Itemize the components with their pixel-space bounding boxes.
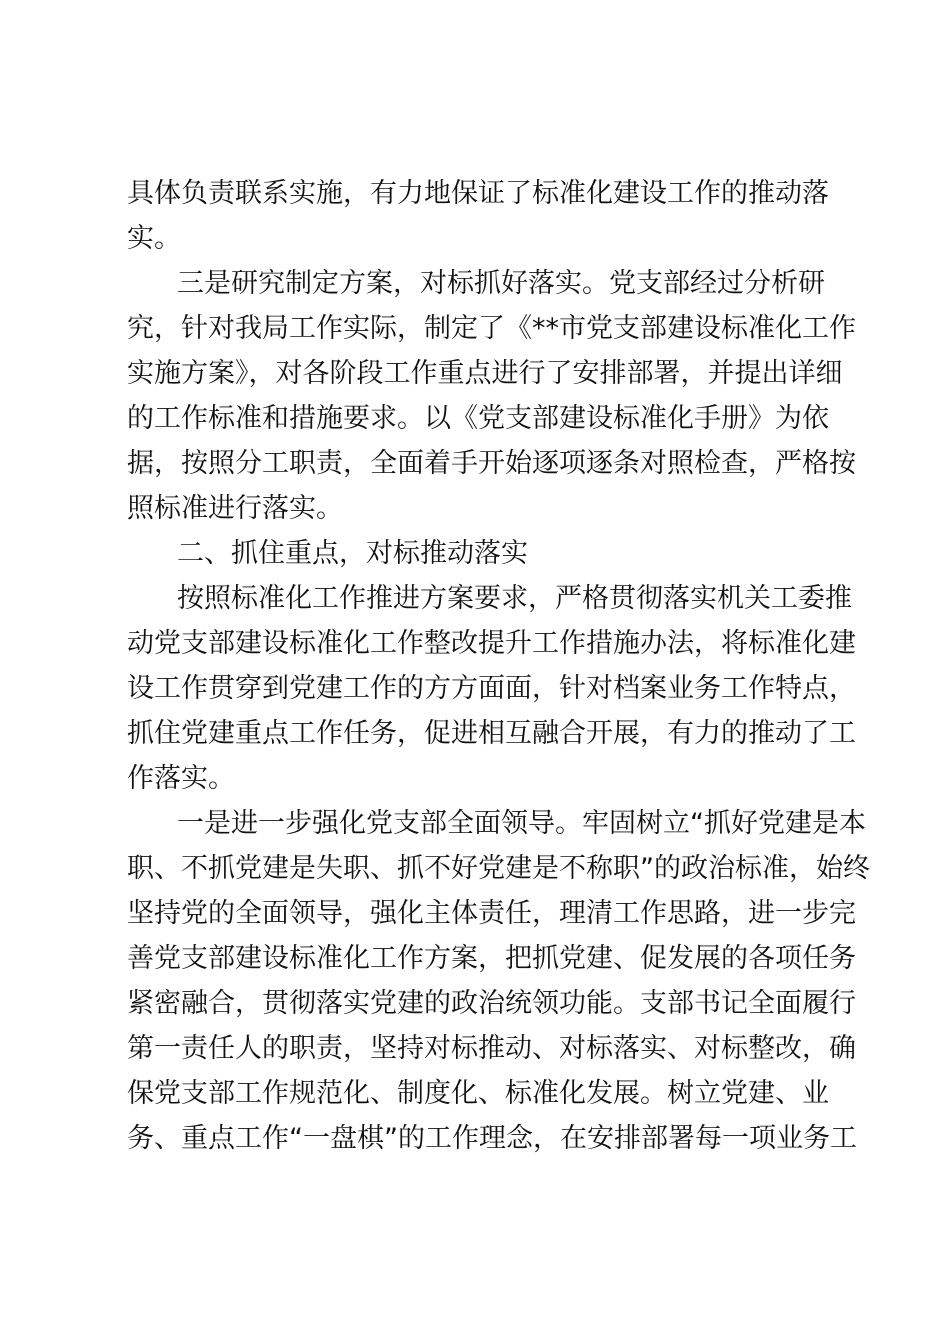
text-line: 设工作贯穿到党建工作的方方面面，针对档案业务工作特点， xyxy=(127,673,856,704)
section-heading: 二、抓住重点，对标推动落实 xyxy=(177,538,528,569)
paragraph-start-line: 三是研究制定方案，对标抓好落实。党支部经过分析研 xyxy=(177,268,825,299)
paragraph-start-line: 一是进一步强化党支部全面领导。牢固树立“抓好党建是本 xyxy=(177,808,866,839)
text-line: 照标准进行落实。 xyxy=(127,493,343,524)
text-line: 紧密融合，贯彻落实党建的政治统领功能。支部书记全面履行 xyxy=(127,988,856,1019)
text-line: 的工作标准和措施要求。以《党支部建设标准化手册》为依 xyxy=(127,403,829,434)
paragraph-start-line: 按照标准化工作推进方案要求，严格贯彻落实机关工委推 xyxy=(177,583,852,614)
text-line: 职、不抓党建是失职、抓不好党建是不称职”的政治标准，始终 xyxy=(127,853,870,884)
text-line: 据，按照分工职责，全面着手开始逐项逐条对照检查，严格按 xyxy=(127,448,856,479)
text-line: 动党支部建设标准化工作整改提升工作措施办法，将标准化建 xyxy=(127,628,856,659)
text-line: 实施方案》，对各阶段工作重点进行了安排部署，并提出详细 xyxy=(127,358,843,389)
text-line: 保党支部工作规范化、制度化、标准化发展。树立党建、业 xyxy=(127,1078,829,1109)
text-line: 究，针对我局工作实际，制定了《**市党支部建设标准化工作 xyxy=(127,313,856,344)
text-line: 实。 xyxy=(127,223,181,254)
text-line: 坚持党的全面领导，强化主体责任，理清工作思路，进一步完 xyxy=(127,898,856,929)
text-line: 抓住党建重点工作任务，促进相互融合开展，有力的推动了工 xyxy=(127,718,856,749)
text-line: 善党支部建设标准化工作方案，把抓党建、促发展的各项任务 xyxy=(127,943,856,974)
text-line: 作落实。 xyxy=(127,763,235,794)
text-line: 务、重点工作“一盘棋”的工作理念，在安排部署每一项业务工 xyxy=(127,1123,857,1154)
text-line: 具体负责联系实施，有力地保证了标准化建设工作的推动落 xyxy=(127,178,829,209)
text-line: 第一责任人的职责，坚持对标推动、对标落实、对标整改，确 xyxy=(127,1033,856,1064)
